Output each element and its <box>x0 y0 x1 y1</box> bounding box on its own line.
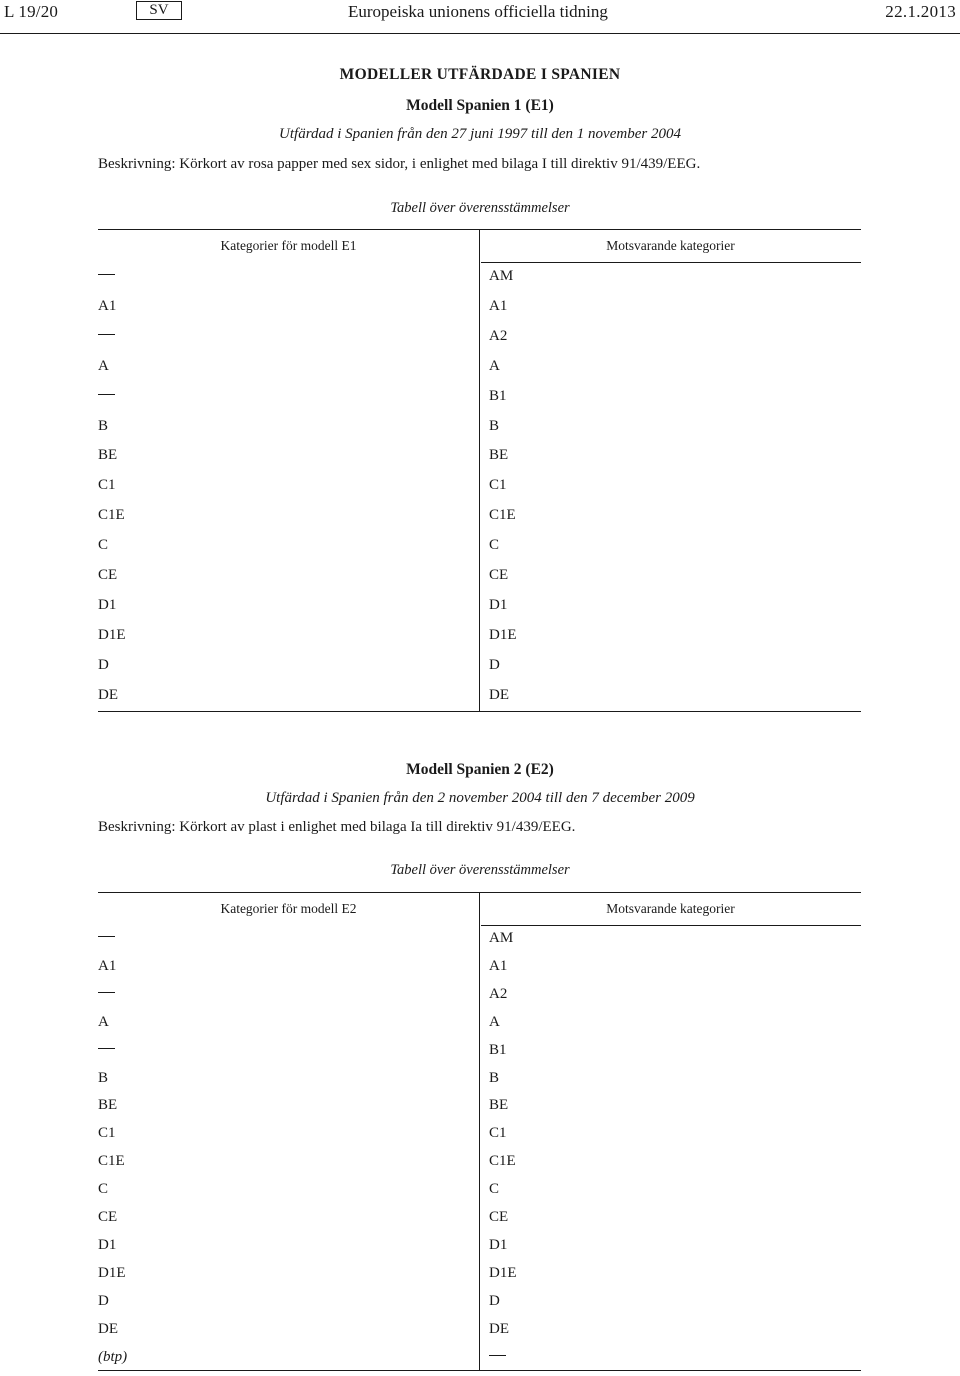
cell-model-category: C1 <box>98 1125 116 1141</box>
cell-equivalent-category: A <box>489 1014 500 1030</box>
column-header-right: Motsvarande kategorier <box>606 238 735 253</box>
cell-model-category: C <box>98 1181 109 1197</box>
cell-equivalent-category: D1E <box>489 1265 517 1281</box>
cell-model-category: C1 <box>98 477 116 493</box>
cell-equivalent-category: D1 <box>489 597 508 613</box>
language-badge: SV <box>136 1 182 20</box>
cell-model-category <box>98 930 115 947</box>
cell-equivalent-category: AM <box>489 930 514 946</box>
cell-equivalent-category: A1 <box>489 958 508 974</box>
cell-model-category: C1E <box>98 507 125 523</box>
table-caption: Tabell över överensstämmelser <box>390 862 570 878</box>
cell-model-category: (btp) <box>98 1349 128 1365</box>
running-head <box>0 0 960 34</box>
cell-model-category: D1E <box>98 1265 126 1281</box>
cell-model-category: D <box>98 1293 109 1309</box>
header-divider <box>0 33 960 34</box>
correspondence-table <box>98 229 861 713</box>
column-header-left: Kategorier för modell E1 <box>220 238 357 253</box>
cell-equivalent-category: C <box>489 537 500 553</box>
cell-model-category: BE <box>98 1097 118 1113</box>
cell-equivalent-category: D1E <box>489 627 517 643</box>
cell-equivalent-category: D <box>489 1293 500 1309</box>
cell-model-category: DE <box>98 687 118 703</box>
cell-equivalent-category: C <box>489 1181 500 1197</box>
cell-equivalent-category: BE <box>489 1097 509 1113</box>
table-bottom-rule <box>98 711 861 712</box>
cell-equivalent-category: D1 <box>489 1237 508 1253</box>
cell-model-category: A <box>98 1014 109 1030</box>
cell-model-category: A1 <box>98 958 117 974</box>
table-caption: Tabell över överensstämmelser <box>390 200 570 216</box>
cell-equivalent-category: CE <box>489 1209 509 1225</box>
cell-equivalent-category: A1 <box>489 298 508 314</box>
cell-equivalent-category: B1 <box>489 1042 507 1058</box>
cell-model-category <box>98 328 115 345</box>
cell-model-category: BE <box>98 447 118 463</box>
table-bottom-rule <box>98 1370 861 1371</box>
cell-equivalent-category: A2 <box>489 986 508 1002</box>
cell-model-category: A1 <box>98 298 117 314</box>
model-title: Modell Spanien 2 (E2) <box>406 761 554 778</box>
cell-equivalent-category: DE <box>489 687 509 703</box>
cell-model-category: D1E <box>98 627 126 643</box>
cell-model-category: C <box>98 537 109 553</box>
cell-equivalent-category: C1 <box>489 1125 507 1141</box>
cell-equivalent-category <box>489 1349 506 1366</box>
cell-equivalent-category: A2 <box>489 328 508 344</box>
cell-equivalent-category: C1 <box>489 477 507 493</box>
cell-equivalent-category: B1 <box>489 388 507 404</box>
cell-equivalent-category: B <box>489 418 500 434</box>
dash-mark <box>98 334 115 335</box>
cell-model-category: B <box>98 1070 109 1086</box>
model-description: Beskrivning: Körkort av plast i enlighet med bilaga Ia till direktiv 91/439/EEG. <box>98 819 576 835</box>
cell-equivalent-category: A <box>489 358 500 374</box>
cell-equivalent-category: CE <box>489 567 509 583</box>
model-issued-period: Utfärdad i Spanien från den 2 november 2004 till den 7 december 2009 <box>265 790 695 806</box>
dash-mark <box>98 394 115 395</box>
column-header-left: Kategorier för modell E2 <box>220 901 357 916</box>
publication-date: 22.1.2013 <box>885 2 956 21</box>
dash-mark <box>98 936 115 937</box>
table-header-rule <box>481 925 861 926</box>
cell-model-category: DE <box>98 1321 118 1337</box>
cell-equivalent-category: C1E <box>489 507 516 523</box>
model-title: Modell Spanien 1 (E1) <box>406 97 554 114</box>
correspondence-table <box>98 892 861 1372</box>
cell-equivalent-category: D <box>489 657 500 673</box>
cell-model-category: B <box>98 418 109 434</box>
cell-model-category: A <box>98 358 109 374</box>
cell-model-category <box>98 268 115 285</box>
dash-mark <box>98 992 115 993</box>
cell-model-category <box>98 986 115 1003</box>
table-column-divider <box>479 892 480 1371</box>
journal-title: Europeiska unionens officiella tidning <box>348 2 608 21</box>
cell-model-category: CE <box>98 567 118 583</box>
cell-equivalent-category: B <box>489 1070 500 1086</box>
cell-equivalent-category: DE <box>489 1321 509 1337</box>
table-column-divider <box>479 229 480 712</box>
page-title: MODELLER UTFÄRDADE I SPANIEN <box>339 66 621 83</box>
cell-equivalent-category: AM <box>489 268 514 284</box>
page-reference: L 19/20 <box>4 2 59 21</box>
cell-equivalent-category: BE <box>489 447 509 463</box>
model-description: Beskrivning: Körkort av rosa papper med sex sidor, i enlighet med bilaga I till direktiv 91/439/EEG. <box>98 156 701 172</box>
cell-equivalent-category: C1E <box>489 1153 516 1169</box>
table-header-rule <box>481 262 861 263</box>
cell-model-category: D1 <box>98 597 117 613</box>
cell-model-category: D <box>98 657 109 673</box>
dash-mark <box>98 274 115 275</box>
dash-mark <box>489 1355 506 1356</box>
cell-model-category: CE <box>98 1209 118 1225</box>
model-issued-period: Utfärdad i Spanien från den 27 juni 1997 till den 1 november 2004 <box>279 126 681 142</box>
cell-model-category: D1 <box>98 1237 117 1253</box>
dash-mark <box>98 1048 115 1049</box>
cell-model-category <box>98 1042 115 1059</box>
cell-model-category <box>98 388 115 405</box>
column-header-right: Motsvarande kategorier <box>606 901 735 916</box>
cell-model-category: C1E <box>98 1153 125 1169</box>
